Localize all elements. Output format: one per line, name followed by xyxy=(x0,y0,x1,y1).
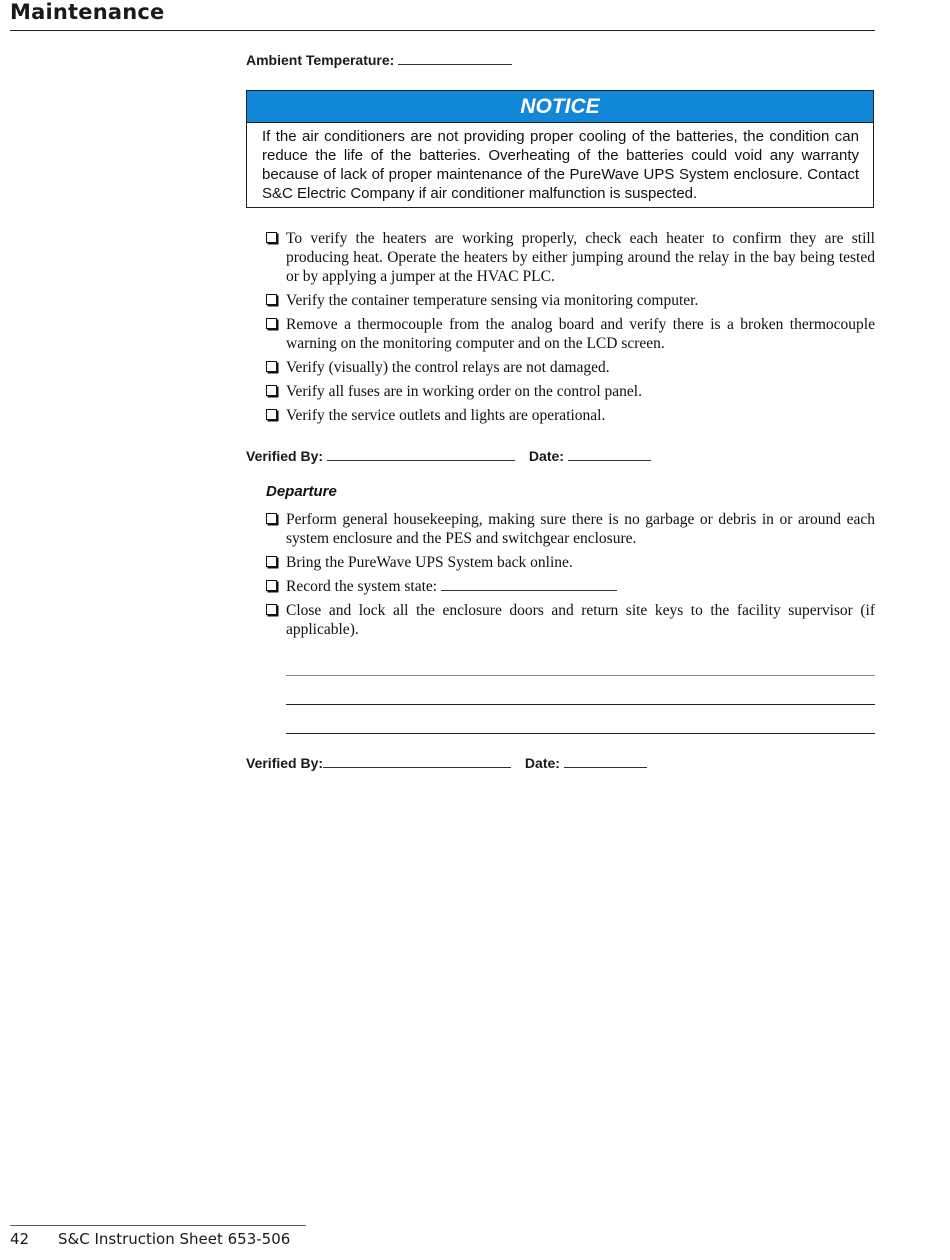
checklist-item xyxy=(266,510,875,548)
verified-by-blank[interactable] xyxy=(323,753,511,768)
checkbox-icon[interactable] xyxy=(266,513,277,524)
verification-row xyxy=(246,446,651,464)
checkbox-icon[interactable] xyxy=(266,294,277,305)
checkbox-icon[interactable] xyxy=(266,385,277,396)
inspection-checklist xyxy=(266,229,875,430)
notice-body: If the air conditioners are not providing proper cooling of the batteries, the condition can reduce the life of the batteries. Overheating of the batteries could void any warranty because of lack of proper maintenance of the PureWave UPS System enclosure. Contact S&C Electric Company if air conditioner malfunction is suspected. xyxy=(262,128,859,202)
page-number: 42 xyxy=(10,1230,30,1248)
checklist-item xyxy=(266,382,875,401)
departure-heading: Departure xyxy=(266,483,337,500)
checklist-item xyxy=(266,291,875,310)
verified-by-label: Verified By: xyxy=(246,448,324,464)
checklist-item xyxy=(266,601,875,639)
checklist-item-text: Verify the container temperature sensing via monitoring computer. xyxy=(286,292,699,309)
checklist-item-text: Bring the PureWave UPS System back online. xyxy=(286,554,573,571)
ambient-temperature-blank[interactable] xyxy=(398,50,512,65)
notes-line[interactable] xyxy=(286,675,875,676)
verification-row xyxy=(246,753,647,771)
date-label: Date: xyxy=(524,755,560,771)
checklist-item-text: Perform general housekeeping, making sure there is no garbage or debris in or around each system enclosure and the PES and switchgear enclosure. xyxy=(286,511,875,547)
notice-box xyxy=(246,90,874,208)
title-divider xyxy=(10,30,875,31)
checklist-item-text: Close and lock all the enclosure doors and return site keys to the facility supervisor (if applicable). xyxy=(286,602,875,638)
checklist-item-text: Record the system state: xyxy=(286,578,438,595)
footer-divider xyxy=(10,1225,306,1226)
checkbox-icon[interactable] xyxy=(266,604,277,615)
checkbox-icon[interactable] xyxy=(266,232,277,243)
ambient-temperature-label: Ambient Temperature: xyxy=(246,52,395,68)
page-title: Maintenance xyxy=(10,0,165,24)
checklist-item-text: Verify all fuses are in working order on the control panel. xyxy=(286,383,642,400)
date-blank[interactable] xyxy=(564,753,647,768)
checkbox-icon[interactable] xyxy=(266,409,277,420)
checklist-item-text: Remove a thermocouple from the analog board and verify there is a broken thermocouple warning on the monitoring computer and on the LCD screen. xyxy=(286,316,875,352)
checkbox-icon[interactable] xyxy=(266,556,277,567)
document-reference: S&C Instruction Sheet 653-506 xyxy=(58,1230,291,1248)
notes-line[interactable] xyxy=(286,733,875,734)
departure-checklist xyxy=(266,510,875,644)
checklist-item xyxy=(266,406,875,425)
verified-by-blank[interactable] xyxy=(327,446,515,461)
notes-line[interactable] xyxy=(286,704,875,705)
verified-by-label: Verified By: xyxy=(246,755,324,771)
checkbox-icon[interactable] xyxy=(266,361,277,372)
checklist-item xyxy=(266,577,875,596)
checklist-item-text: Verify the service outlets and lights are operational. xyxy=(286,407,606,424)
checklist-item-text: Verify (visually) the control relays are not damaged. xyxy=(286,359,610,376)
checklist-item-text: To verify the heaters are working properly, check each heater to confirm they are still producing heat. Operate the heaters by either jumping around the relay in the bay being tested or by applying a jumper at the HVAC PLC. xyxy=(286,230,875,285)
date-label: Date: xyxy=(528,448,564,464)
checklist-item xyxy=(266,315,875,353)
checklist-item xyxy=(266,358,875,377)
checkbox-icon[interactable] xyxy=(266,318,277,329)
checklist-item xyxy=(266,229,875,286)
date-blank[interactable] xyxy=(568,446,651,461)
checklist-item xyxy=(266,553,875,572)
checkbox-icon[interactable] xyxy=(266,580,277,591)
system-state-blank[interactable] xyxy=(441,578,617,591)
ambient-temperature-field xyxy=(246,50,512,68)
notice-title: NOTICE xyxy=(247,91,873,123)
